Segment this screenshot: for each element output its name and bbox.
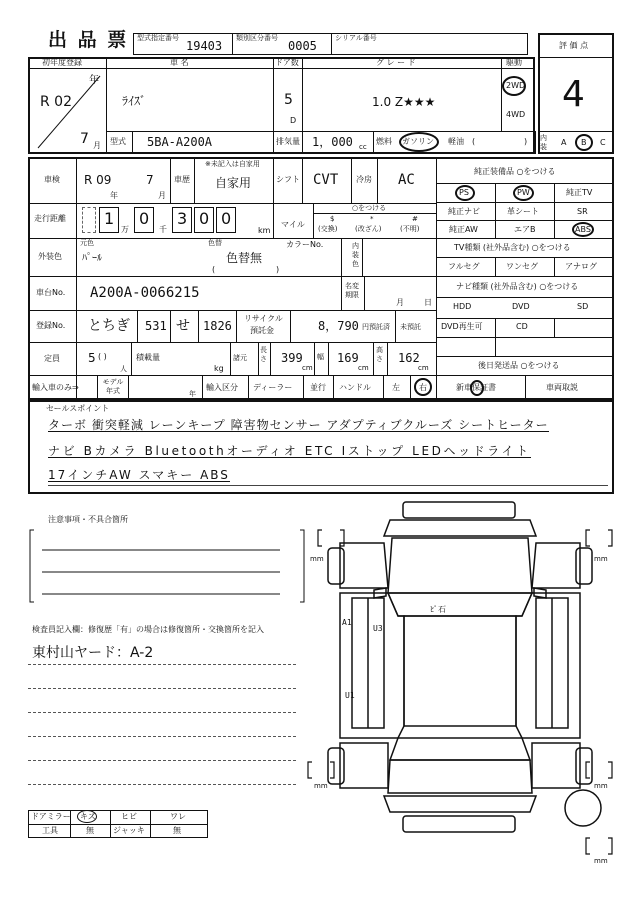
grade-label: グ レ ー ド	[376, 58, 416, 67]
repaint-close: )	[276, 265, 280, 274]
recycle-unpaid: 未預託	[400, 323, 421, 331]
equip-abs-circle	[572, 222, 594, 237]
handle-label: ハンドル	[339, 383, 371, 392]
interior-b-circle	[575, 134, 593, 151]
jack-value: 無	[173, 826, 181, 835]
interior-a: A	[561, 138, 567, 147]
equip-sr: SR	[577, 207, 588, 216]
tv-fullseg: フルセグ	[448, 262, 480, 271]
repaint-open: (	[212, 265, 216, 274]
unknown-mark: #	[412, 215, 418, 223]
caution-label: 注意事項・不具合箇所	[48, 515, 128, 524]
mileage-d3: 3	[177, 209, 188, 228]
mirror-label: ドアミラー	[31, 812, 71, 821]
chassis-value: A200A-0066215	[90, 285, 200, 301]
crack-label: ヒビ	[121, 812, 137, 821]
chassis-label: 車台No.	[36, 288, 66, 297]
model-no: 19403	[186, 39, 223, 53]
diagram-u3: U3	[373, 624, 383, 633]
inspect-label: 車検	[44, 175, 60, 184]
fuel-gasoline: ガソリン	[402, 137, 434, 146]
mileage-d5: 0	[221, 209, 232, 228]
color-label: 外装色	[38, 252, 62, 261]
door-sub: D	[290, 116, 297, 125]
model-year-label: モデル年式	[102, 378, 124, 395]
diagram-u1: U1	[345, 691, 355, 700]
recycle-value: 8，790	[318, 319, 359, 333]
year-suffix: 年	[89, 75, 99, 86]
equip-airbag: エアB	[514, 225, 536, 234]
equip-cd: CD	[516, 322, 528, 331]
disp-label: 排気量	[276, 137, 300, 146]
disp-value: 1，000	[312, 135, 353, 149]
drive-2wd-circle	[502, 76, 526, 96]
equip-navi: 純正ナビ	[448, 207, 480, 216]
tv-analog: アナログ	[565, 262, 597, 271]
mileage-sen: 千	[159, 225, 167, 234]
first-reg-era: R 02	[40, 94, 72, 110]
mileage-unit: km	[258, 226, 271, 235]
len-unit: cm	[302, 364, 313, 372]
doors-value: 5	[284, 92, 293, 108]
inspect-y: 年	[110, 191, 118, 200]
mirror-value-circle	[77, 810, 97, 823]
equip-pw: PW	[517, 188, 530, 197]
handle-left: 左	[392, 383, 400, 392]
inspector-text: 東村山ヤード：A-2	[32, 645, 154, 661]
first-reg-month: 7	[80, 131, 89, 147]
recycle-label: リサイクル	[244, 314, 283, 323]
width-unit: cm	[358, 364, 369, 372]
history-note: ※未記入は自家用	[205, 160, 260, 168]
cap-value: 5	[88, 351, 96, 365]
navi-dvd: DVD	[512, 302, 530, 311]
interior-label: 内装	[540, 134, 547, 151]
tools-value: 無	[86, 826, 94, 835]
import-parallel: 並行	[310, 383, 326, 392]
mm-spare: mm	[594, 857, 608, 865]
reg-no: 1826	[203, 319, 232, 333]
later-title: 後日発送品 ○をつける	[478, 361, 560, 370]
navi-sd: SD	[577, 302, 589, 311]
break-label: ワレ	[170, 812, 186, 821]
import-dealer: ディーラー	[253, 383, 293, 392]
regno-label: 登録No.	[36, 321, 66, 330]
fuel-diesel: 軽油	[448, 137, 464, 146]
car-damage-diagram	[300, 498, 620, 878]
import-cat-label: 輸入区分	[206, 383, 238, 392]
reg-num: 531	[145, 319, 167, 333]
mileage-d1: 1	[104, 209, 115, 228]
grade-value: 1.0 Z★★★	[372, 95, 436, 109]
ac-label: 冷房	[356, 175, 372, 184]
mark-label: ○をつける	[352, 204, 387, 212]
month-suffix: 月	[93, 141, 101, 150]
drive-2wd: 2WD	[506, 81, 526, 90]
mileage-man: 万	[121, 225, 129, 234]
model-year-unit: 年	[189, 390, 196, 398]
dvd-label: DVD再生可	[441, 322, 483, 331]
diagram-a1: A1	[342, 618, 352, 627]
warranty: 新車保証書	[456, 383, 496, 392]
repaint-value: 色替無	[226, 251, 263, 265]
cap-paren: ( )	[98, 352, 107, 361]
type-value: 5BA-A200A	[147, 135, 213, 149]
form-title: 出 品 票	[48, 29, 129, 51]
inspect-m: 月	[158, 191, 166, 200]
caution-bracket	[28, 522, 308, 607]
recycle-sub: 預託金	[250, 326, 274, 335]
nc-day: 日	[424, 298, 432, 307]
fuel-gasoline-circle	[399, 132, 439, 152]
equip-aw: 純正AW	[449, 225, 478, 234]
doors-label: ドア数	[275, 58, 299, 67]
sales-line-1: ターボ 衝突軽減 レーンキープ 障害物センサー アダプティブクルーズ シートヒーター	[48, 418, 549, 432]
reg-kana: せ	[176, 318, 190, 334]
equipment-title: 純正装備品 ○をつける	[474, 167, 556, 176]
load-label: 積載量	[136, 353, 160, 362]
alter-label: (改ざん)	[355, 225, 382, 233]
equip-ps-circle	[455, 185, 475, 201]
score-label: 評 価 点	[559, 41, 589, 50]
tools-label: 工具	[42, 826, 58, 835]
alter-mark: *	[370, 215, 374, 223]
swap-mark: $	[330, 215, 335, 223]
equip-tv: 純正TV	[566, 188, 593, 197]
reg-pref: とちぎ	[88, 318, 130, 334]
mileage-label: 走行距離	[34, 214, 66, 223]
disp-unit: cc	[359, 143, 367, 151]
color-no-label: カラーNo.	[286, 240, 324, 249]
equip-abs: ABS	[575, 225, 591, 234]
mileage-d4: 0	[199, 209, 210, 228]
shift-label: シフト	[276, 175, 300, 184]
car-name: ﾗｲｽﾞ	[122, 94, 147, 108]
mm-front-left: mm	[310, 555, 324, 563]
fuel-paren-open: (	[472, 137, 476, 146]
orig-color: ﾊﾟｰﾙ	[82, 253, 102, 264]
cap-label: 定員	[44, 354, 60, 363]
length-value: 399	[281, 351, 303, 365]
height-label: 高さ	[376, 346, 383, 363]
sales-label: セールスポイント	[46, 404, 110, 413]
warranty-circle	[470, 380, 484, 396]
int-color-label: 内装色	[352, 242, 359, 268]
tv-title: TV種類 (社外品含む) ○をつける	[454, 243, 571, 252]
mm-rear-left: mm	[314, 782, 328, 790]
navi-hdd: HDD	[453, 302, 472, 311]
manual: 車両取説	[546, 383, 578, 392]
inspector-label: 検査員記入欄：修復歴「有」の場合は修復箇所・交換箇所を記入	[32, 625, 264, 634]
inspect-month: 7	[146, 173, 154, 187]
swap-label: (交換)	[318, 225, 338, 233]
mm-rear-right: mm	[594, 782, 608, 790]
sales-line-2: ナビ Bカメラ Bluetoothオーディオ ETC Iストップ LEDヘッドライト	[48, 444, 531, 458]
jack-label: ジャッキ	[113, 826, 145, 835]
cap-unit: 人	[120, 365, 127, 373]
drive-4wd: 4WD	[506, 110, 526, 119]
navi-title: ナビ種類 (社外品含む) ○をつける	[456, 282, 579, 291]
name-change-label: 名変期限	[345, 282, 359, 299]
sales-line-3: 17インチAW スマキー ABS	[48, 468, 230, 482]
ac-value: AC	[398, 172, 415, 188]
diagram-note-chip: ﾋﾟ石	[430, 605, 446, 614]
interior-b: B	[581, 138, 587, 147]
width-label: 幅	[317, 353, 324, 361]
name-label: 車 名	[170, 58, 189, 67]
mileage-d2: 0	[139, 209, 150, 228]
type-label: 型式	[110, 137, 126, 146]
history-label: 車歴	[174, 175, 190, 184]
load-unit: kg	[214, 364, 224, 373]
height-value: 162	[398, 351, 420, 365]
recycle-unit: 円預託済	[362, 323, 390, 331]
mm-front-right: mm	[594, 555, 608, 563]
shift-value: CVT	[313, 172, 339, 188]
serial-label: シリアル番号	[335, 34, 377, 42]
nc-month: 月	[396, 298, 404, 307]
mirror-value: キズ	[80, 812, 96, 821]
history-value: 自家用	[215, 176, 252, 190]
equip-leather: 革シート	[507, 207, 539, 216]
repaint-label: 色替	[208, 239, 222, 247]
width-value: 169	[337, 351, 359, 365]
class-no-label: 類別区分番号	[236, 34, 278, 42]
model-no-label: 型式指定番号	[137, 34, 179, 42]
equip-ps: PS	[459, 188, 469, 197]
import-label: 輸入車のみ⇒	[32, 383, 79, 392]
len-label: 長さ	[260, 346, 267, 363]
tv-oneseg: ワンセグ	[506, 262, 538, 271]
interior-c: C	[600, 138, 606, 147]
drive-label: 駆動	[506, 58, 522, 67]
first-reg-label: 初年度登録	[42, 58, 82, 67]
handle-right-circle	[414, 378, 432, 396]
equip-pw-circle	[513, 185, 534, 201]
orig-color-label: 元色	[80, 239, 94, 247]
handle-right: 右	[419, 383, 427, 392]
fuel-label: 燃料	[376, 137, 392, 146]
dims-label: 諸元	[233, 354, 247, 362]
score-value: 4	[562, 74, 585, 115]
height-unit: cm	[418, 364, 429, 372]
fuel-paren-close: )	[524, 137, 528, 146]
inspect-era: R 09	[84, 173, 112, 187]
class-no: 0005	[288, 39, 317, 53]
unknown-label: (不明)	[400, 225, 420, 233]
mile-label: マイル	[281, 220, 305, 229]
